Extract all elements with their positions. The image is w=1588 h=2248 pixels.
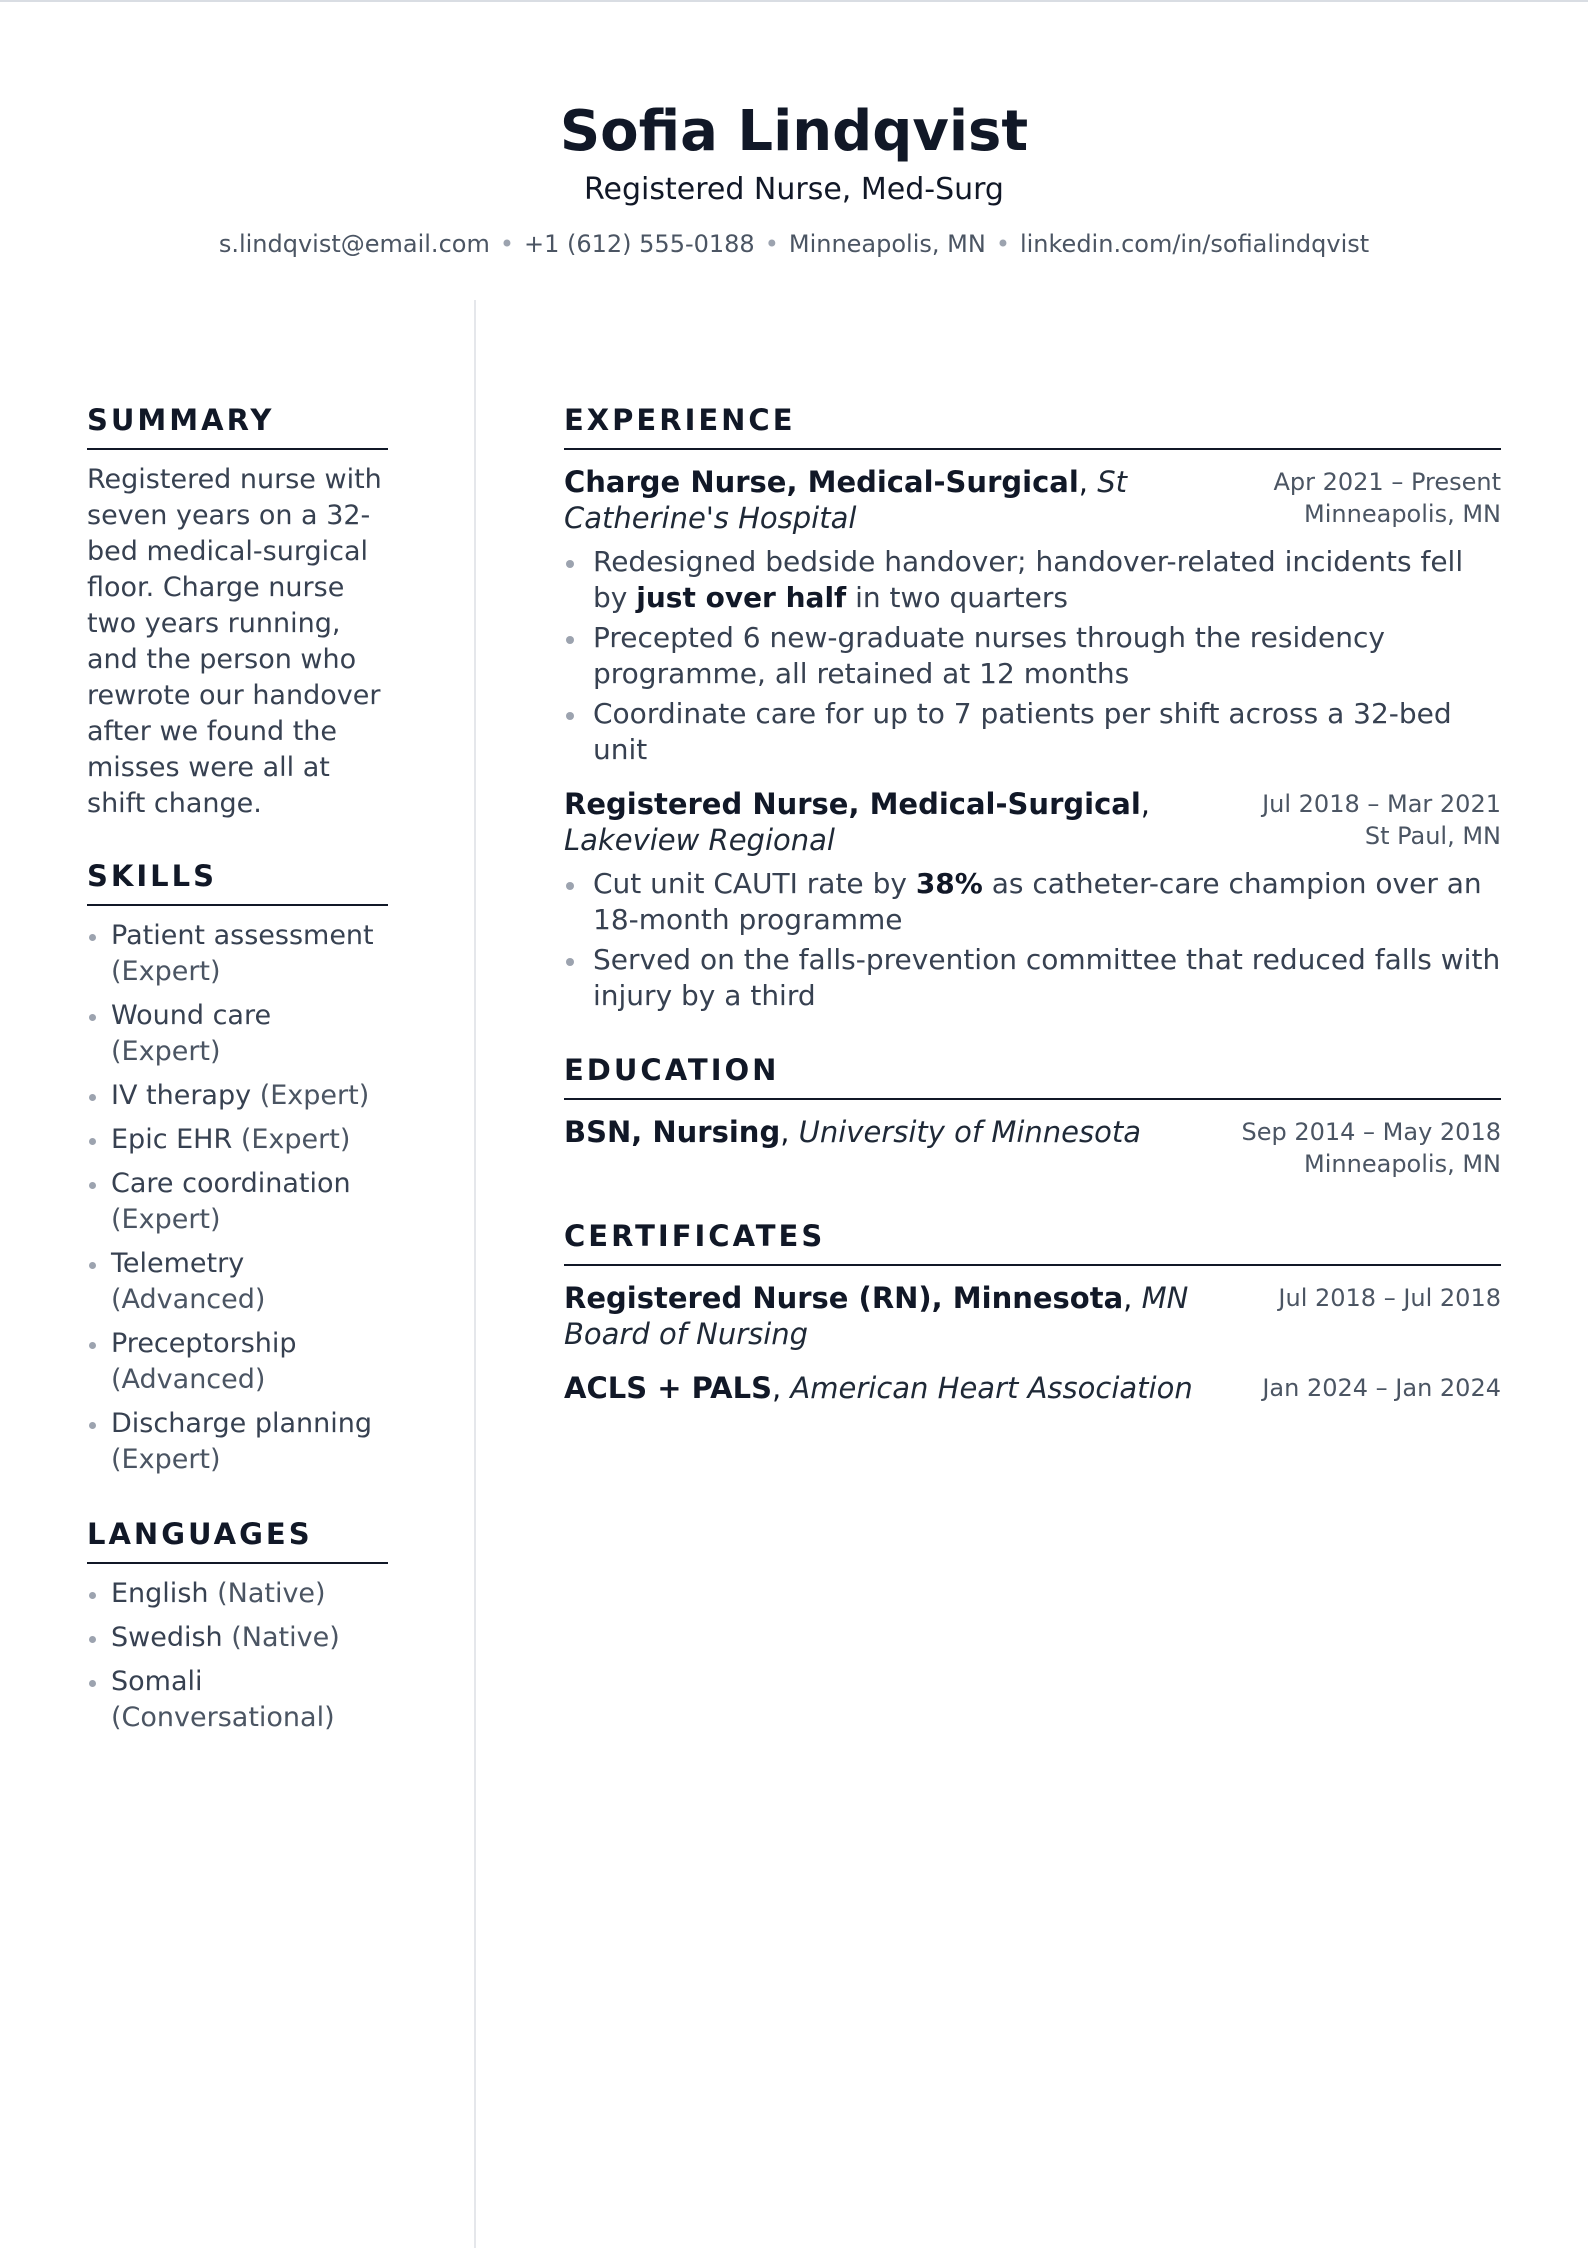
skill-level: (Expert) [111,1204,221,1235]
candidate-name: Sofia Lindqvist [559,99,1029,164]
bullet-text: Precepted 6 new-graduate nurses through the residency programme, all retained at 12 months [593,621,1385,690]
language-name: Swedish [111,1622,223,1653]
job-meta [1262,786,1501,852]
certificates-heading: CERTIFICATES [564,1216,1501,1266]
skill-item [87,1166,388,1238]
language-item [87,1664,388,1736]
contact-separator: • [995,230,1010,258]
resume-header [0,96,1588,260]
candidate-role: Registered Nurse, Med-Surg [584,172,1004,207]
skill-name: IV therapy [111,1080,252,1111]
job-employer: Lakeview Regional [564,823,835,857]
skill-level: (Advanced) [111,1364,266,1395]
bullet-item [564,620,1501,692]
skills-list [87,918,388,1478]
language-level: (Native) [231,1622,340,1653]
job-location: Minneapolis, MN [1304,500,1501,528]
certificate-issuer: MN Board of Nursing [564,1281,1189,1351]
experience-section [564,400,1501,1014]
skill-name: Care coordination [111,1168,351,1199]
languages-list [87,1576,388,1736]
job-entry [564,464,1501,768]
job-employer: St Catherine's Hospital [564,465,1127,535]
column-divider [474,300,476,2248]
certificate-issuer: American Heart Association [790,1371,1193,1405]
skill-name: Wound care [111,1000,272,1031]
language-item [87,1576,388,1612]
job-bullets [564,866,1501,1014]
language-name: Somali [111,1666,203,1697]
languages-heading: LANGUAGES [87,1514,388,1564]
certificate-entry [564,1280,1501,1352]
skill-item [87,1078,388,1114]
bullet-text: Redesigned bedside handover; handover-related incidents fell by [593,545,1464,614]
summary-heading: SUMMARY [87,400,388,450]
contact-linkedin[interactable]: linkedin.com/in/sofialindqvist [1019,230,1370,258]
education-section [564,1050,1501,1180]
bullet-text: Coordinate care for up to 7 patients per shift across a 32-bed unit [593,697,1452,766]
bullet-text: in two quarters [846,581,1068,614]
skill-item [87,1406,388,1478]
bullet-item [564,942,1501,1014]
skill-name: Patient assessment [111,920,374,951]
languages-section [87,1514,388,1736]
contact-line [0,228,1588,260]
certificate-title-line: Registered Nurse (RN), Minnesota, MN Board of Nursing [564,1281,1189,1351]
language-level: (Conversational) [111,1702,335,1733]
bullet-text: Cut unit CAUTI rate by [593,867,916,900]
skill-item [87,998,388,1070]
certificate-dates: Jul 2018 – Jul 2018 [1278,1284,1501,1312]
language-item [87,1620,388,1656]
bullet-text: as catheter-care champion over an 18-month programme [593,867,1482,936]
contact-phone[interactable]: +1 (612) 555-0188 [523,230,755,258]
bullet-text: Served on the falls-prevention committee that reduced falls with injury by a third [593,943,1501,1012]
certificate-title-line: ACLS + PALS, American Heart Association [564,1371,1193,1405]
skill-item [87,918,388,990]
skill-name: Epic EHR [111,1124,233,1155]
skill-level: (Advanced) [111,1284,266,1315]
skill-level: (Expert) [111,956,221,987]
job-dates: Apr 2021 – Present [1273,468,1501,496]
bullet-highlight: 38% [915,867,983,900]
skills-heading: SKILLS [87,856,388,906]
job-position: Registered Nurse, Medical-Surgical [564,787,1141,821]
language-name: English [111,1578,209,1609]
skill-item [87,1246,388,1318]
language-level: (Native) [217,1578,326,1609]
job-title-line: Charge Nurse, Medical-Surgical, St Catherine's Hospital [564,465,1127,535]
certificate-name: ACLS + PALS [564,1371,772,1405]
education-location: Minneapolis, MN [1304,1150,1501,1178]
skill-level: (Expert) [111,1444,221,1475]
contact-email[interactable]: s.lindqvist@email.com [218,230,490,258]
summary-section [87,400,388,822]
job-dates: Jul 2018 – Mar 2021 [1262,790,1501,818]
summary-text: Registered nurse with seven years on a 32-bed medical-surgical floor. Charge nurse two years running, and the person who rewrote our handover after we found the misses were all at shift change. [87,464,382,819]
bullet-item [564,544,1501,616]
contact-separator: • [764,230,779,258]
certificate-entry [564,1370,1501,1406]
job-entry [564,786,1501,1014]
certificate-name: Registered Nurse (RN), Minnesota [564,1281,1124,1315]
contact-separator: • [499,230,514,258]
job-title-line: Registered Nurse, Medical-Surgical, Lakeview Regional [564,787,1150,857]
job-location: St Paul, MN [1364,822,1501,850]
certificate-dates: Jan 2024 – Jan 2024 [1262,1374,1501,1402]
skill-level: (Expert) [259,1080,370,1111]
skill-name: Telemetry [111,1248,245,1279]
skill-name: Discharge planning [111,1408,372,1439]
top-border [0,0,1588,2]
contact-location: Minneapolis, MN [788,230,986,258]
skill-level: (Expert) [240,1124,351,1155]
bullet-item [564,866,1501,938]
education-heading: EDUCATION [564,1050,1501,1100]
experience-heading: EXPERIENCE [564,400,1501,450]
education-meta [1241,1114,1501,1180]
skills-section [87,856,388,1478]
sidebar-column [87,400,388,1772]
education-degree: BSN, Nursing [564,1115,781,1149]
education-entry [564,1114,1501,1180]
skill-name: Preceptorship [111,1328,297,1359]
bullet-highlight: just over half [636,581,847,614]
skill-item [87,1326,388,1398]
skill-level: (Expert) [111,1036,221,1067]
certificates-section [564,1216,1501,1406]
skill-item [87,1122,388,1158]
job-bullets [564,544,1501,768]
job-meta [1273,464,1501,530]
education-school: University of Minnesota [798,1115,1141,1149]
main-column [564,400,1501,1442]
education-dates: Sep 2014 – May 2018 [1241,1118,1501,1146]
bullet-item [564,696,1501,768]
job-position: Charge Nurse, Medical-Surgical [564,465,1079,499]
education-title-line: BSN, Nursing, University of Minnesota [564,1115,1141,1149]
